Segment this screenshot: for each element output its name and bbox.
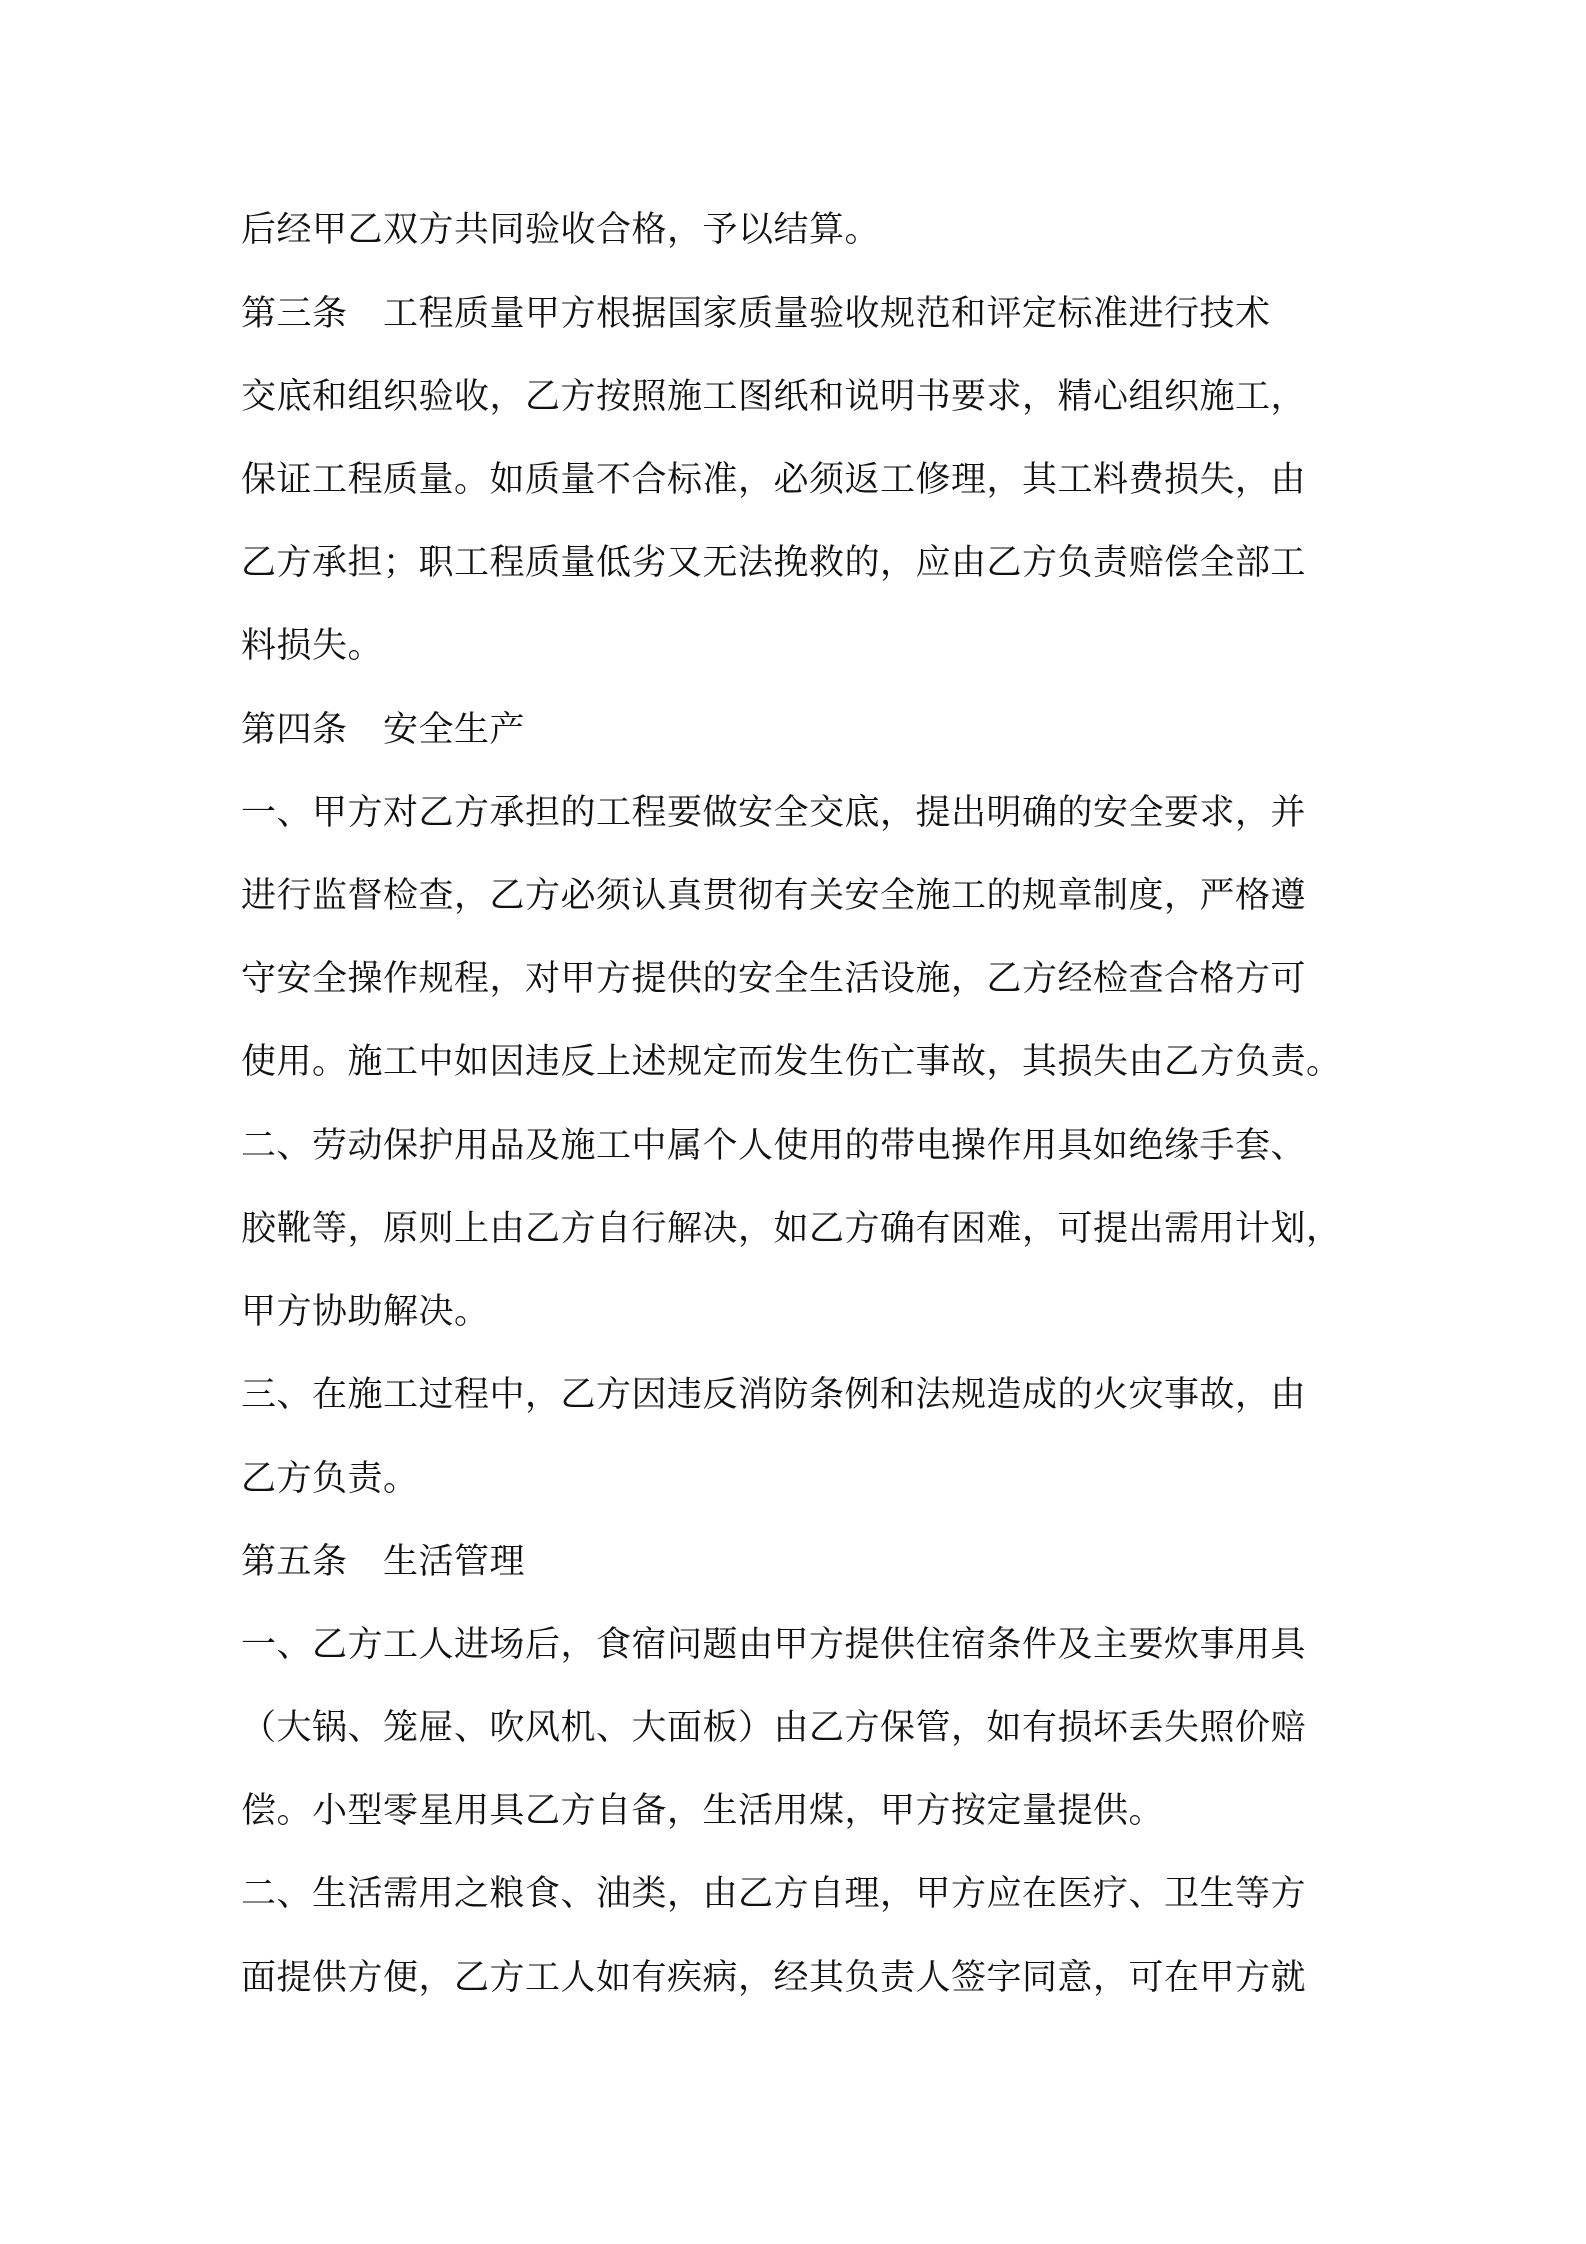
text-line: 使用。施工中如因违反上述规定而发生伤亡事故，其损失由乙方负责。 [241,1042,1342,1082]
text-line: 一、甲方对乙方承担的工程要做安全交底，提出明确的安全要求，并 [241,793,1307,833]
article-3-heading-line: 第三条 工程质量甲方根据国家质量验收规范和评定标准进行技术 [241,294,1271,334]
text-line: 偿。小型零星用具乙方自备，生活用煤，甲方按定量提供。 [241,1791,1165,1831]
text-line: 一、乙方工人进场后，食宿问题由甲方提供住宿条件及主要炊事用具 [241,1625,1307,1665]
text-line: 进行监督检查，乙方必须认真贯彻有关安全施工的规章制度，严格遵 [241,876,1307,916]
text-line: 二、生活需用之粮食、油类，由乙方自理，甲方应在医疗、卫生等方 [241,1874,1307,1914]
text-line: 料损失。 [241,626,384,666]
text-line: 保证工程质量。如质量不合标准，必须返工修理，其工料费损失，由 [241,460,1307,500]
text-line: 乙方负责。 [241,1459,419,1499]
text-line: 甲方协助解决。 [241,1292,490,1332]
article-4-heading: 第四条 安全生产 [241,710,526,750]
text-line: 守安全操作规程，对甲方提供的安全生活设施，乙方经检查合格方可 [241,959,1307,999]
text-line: 乙方承担；职工程质量低劣又无法挽救的，应由乙方负责赔偿全部工 [241,543,1307,583]
text-line: 二、劳动保护用品及施工中属个人使用的带电操作用具如绝缘手套、 [241,1126,1307,1166]
text-line: （大锅、笼屉、吹风机、大面板）由乙方保管，如有损坏丢失照价赔 [241,1708,1307,1748]
text-line: 面提供方便，乙方工人如有疾病，经其负责人签字同意，可在甲方就 [241,1958,1307,1998]
text-line: 后经甲乙双方共同验收合格，予以结算。 [241,210,881,250]
text-line: 胶靴等，原则上由乙方自行解决，如乙方确有困难，可提出需用计划， [241,1209,1342,1249]
article-5-heading: 第五条 生活管理 [241,1542,526,1582]
text-line: 三、在施工过程中，乙方因违反消防条例和法规造成的火灾事故，由 [241,1375,1307,1415]
text-line: 交底和组织验收，乙方按照施工图纸和说明书要求，精心组织施工， [241,377,1307,417]
